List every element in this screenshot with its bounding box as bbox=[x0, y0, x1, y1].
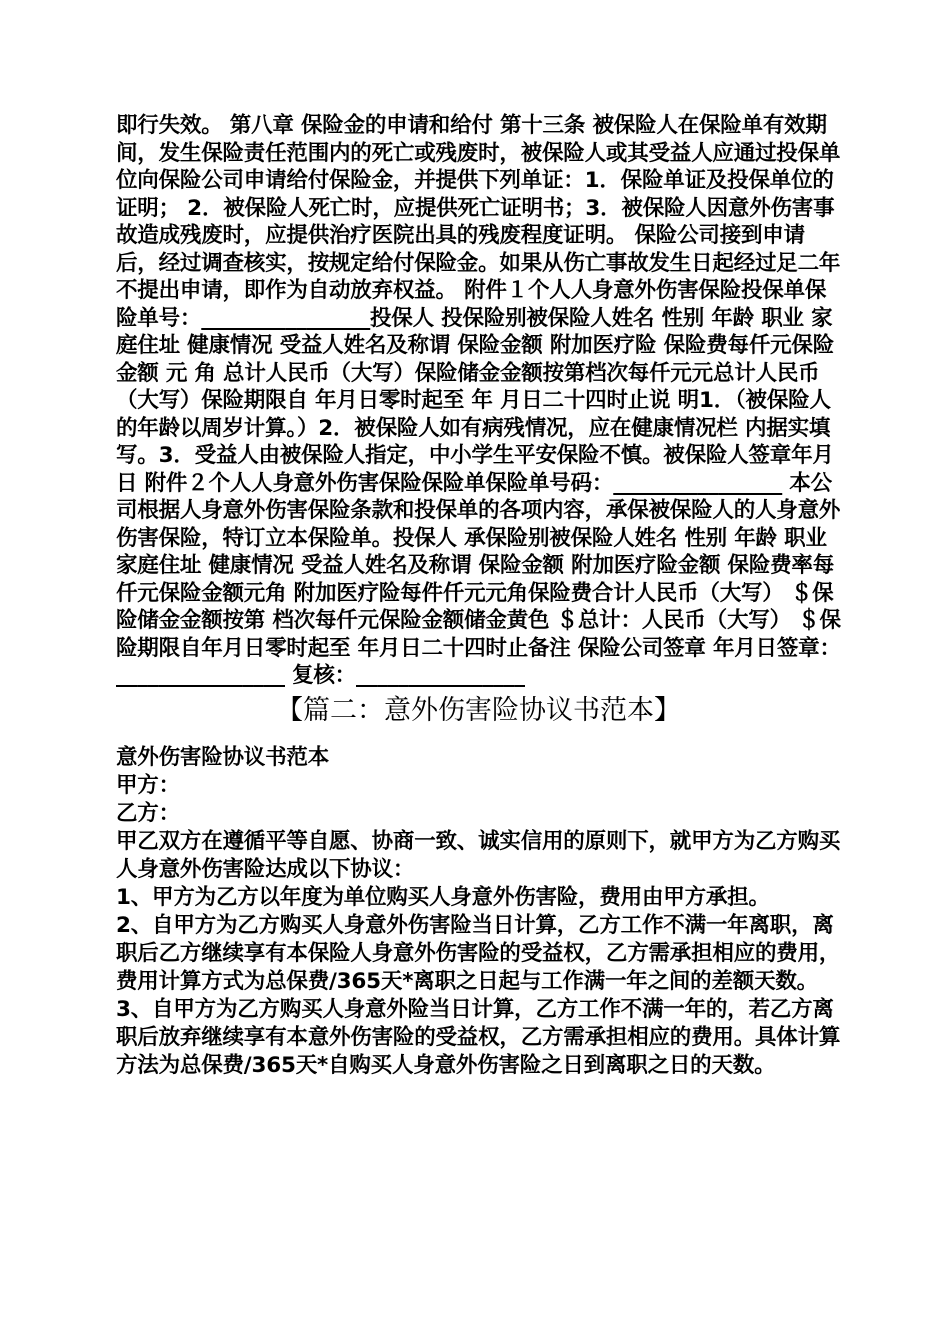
party-a-line: 甲方： bbox=[116, 772, 180, 798]
party-b-line: 乙方： bbox=[116, 800, 180, 826]
agreement-title: 意外伤害险协议书范本 bbox=[116, 744, 330, 770]
clause-2: 2、自甲方为乙方购买人身意外伤害险当日计算，乙方工作不满一年离职，离职后乙方继续享有本保险人身意外伤害险的受益权，乙方需承担相应的费用，费用计算方式为总保费/365天*离职之日起与工作满一年之间的差额天数。 bbox=[116, 912, 841, 994]
agreement-body bbox=[116, 744, 841, 1080]
chapter-eight-text: 即行失效。 第八章 保险金的申请和给付 第十三条 被保险人在保险单有效期间，发生保险责任范围内的死亡或残废时，被保险人或其受益人应通过投保单位向保险公司申请给付保险金，并提供下列单证：1．保险单证及投保单位的证明； 2．被保险人死亡时，应提供死亡证明书；3．被保险人因意外伤害事故造成残废时，应提供治疗医院出具的残废程度证明。 保险公司接到申请后，经过调查核实，按规定给付保险金。如果从伤亡事故发生日起经过足二年不提出申请，即作为自动放弃权益。 附件１个人人身意外伤害保险投保单保险单号：________________投保人 投保险别被保险人姓名 性别 年龄 职业 家庭住址 健康情况 受益人姓名及称谓 保险金额 附加医疗险 保险费每仟元保险金额 元 角 总计人民币（大写）保险储金金额按第档次每仟元元总计人民币（大写）保险期限自 年月日零时起至 年 月日二十四时止说 明1．（被保险人的年龄以周岁计算。）2．被保险人如有病残情况，应在健康情况栏 内据实填写。3．受益人由被保险人指定，中小学生平安保险不慎。被保险人签章年月日 附件２个人人身意外伤害保险保险单保险单号码：________________ 本公司根据人身意外伤害保险条款和投保单的各项内容，承保被保险人的人身意外伤害保险，特订立本保险单。投保人 承保险别被保险人姓名 性别 年龄 职业 家庭住址 健康情况 受益人姓名及称谓 保险金额 附加医疗险金额 保险费率每仟元保险金额元角 附加医疗险每件仟元元角保险费合计人民币（大写） ＄保险储金金额按第 档次每仟元保险金额储金黄色 ＄总计：人民币（大写） ＄保险期限自年月日零时起至 年月日二十四时止备注 保险公司签章 年月日签章：________________ 复核：________________ bbox=[116, 113, 841, 688]
clause-1: 1、甲方为乙方以年度为单位购买人身意外伤害险，费用由甲方承担。 bbox=[116, 884, 770, 910]
document-page bbox=[116, 112, 841, 1080]
agreement-intro: 甲乙双方在遵循平等自愿、协商一致、诚实信用的原则下，就甲方为乙方购买人身意外伤害险达成以下协议： bbox=[116, 828, 841, 882]
clause-3: 3、自甲方为乙方购买人身意外险当日计算，乙方工作不满一年的，若乙方离职后放弃继续享有本意外伤害险的受益权，乙方需承担相应的费用。具体计算方法为总保费/365天*自购买人身意外伤害险之日到离职之日的天数。 bbox=[116, 996, 841, 1078]
section-heading: 【篇二：意外伤害险协议书范本】 bbox=[276, 694, 681, 726]
